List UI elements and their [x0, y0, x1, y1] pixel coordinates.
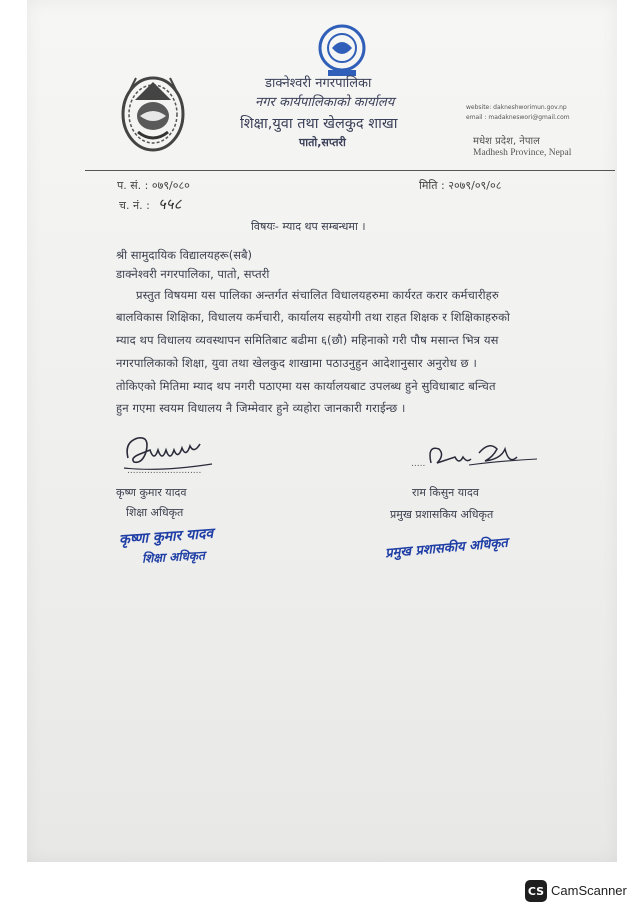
right-stamp-title: प्रमुख प्रशासकीय अधिकृत [384, 535, 509, 562]
province-np: मधेश प्रदेश, नेपाल [473, 136, 540, 147]
camscanner-logo-icon: CS [525, 880, 547, 902]
header-divider [85, 170, 615, 171]
province-en: Madhesh Province, Nepal [473, 148, 572, 158]
left-signatory-name: कृष्ण कुमार यादव [116, 486, 187, 499]
body-line-3: म्याद थप विधालय व्यवस्थापन समितिबाट बढीमा ६(छौ) महिनाको गरी पौष मसान्त भित्र यस [116, 333, 499, 347]
recipient-line-2: डाक्नेश्वरी नगरपालिका, पातो, सप्तरी [116, 267, 270, 281]
email: email : madakneswori@gmail.com [466, 114, 570, 121]
dispatch-number-value: ५५८ [158, 195, 182, 213]
municipality-name: डाक्नेश्वरी नगरपालिका [265, 76, 372, 91]
recipient-line-1: श्री सामुदायिक विद्यालयहरू(सबै) [116, 248, 253, 262]
letter-page [27, 0, 617, 862]
left-signatory-title: शिक्षा अधिकृत [126, 506, 184, 519]
office-name: नगर कार्यपालिकाको कार्यालय [255, 95, 395, 110]
office-address: पातो,सप्तरी [299, 136, 346, 149]
ref-number: प. सं. : ०७९/०८० [117, 179, 190, 192]
left-sign-dots: .......................... [127, 466, 202, 476]
right-sign-dots: ..... [411, 459, 426, 469]
body-line-5: तोकिएको मितिमा म्याद थप नगरी पठाएमा यस कार्यालयबाट उपलब्ध हुने सुविधाबाट बन्चित [116, 379, 496, 393]
body-line-2: बालविकास शिक्षिका, विधालय कर्मचारी, कार्यालय सहयोगी तथा राहत शिक्षक र शिक्षिकाहरुको [116, 310, 510, 324]
right-signatory-title: प्रमुख प्रशासकिय अधिकृत [390, 508, 494, 521]
dispatch-number-label: च. नं. : [119, 199, 150, 212]
body-line-6: हुन गएमा स्वयम विधालय नै जिम्मेवार हुने व्यहोरा जानकारी गराईन्छ । [116, 401, 406, 415]
right-signature-icon [409, 435, 539, 475]
body-line-4: नगरपालिकाको शिक्षा, युवा तथा खेलकुद शाखामा पठाउनुहुन आदेशानुसार अनुरोध छ । [116, 356, 477, 370]
right-signatory-name: राम किसुन यादव [412, 486, 479, 499]
left-stamp-title: शिक्षा अधिकृत [141, 548, 206, 566]
camscanner-label: CamScanner [551, 883, 627, 898]
subject-line: विषयः- म्याद थप सम्बन्धमा । [251, 220, 366, 233]
left-stamp-name: कृष्णा कुमार यादव [118, 525, 214, 549]
nepal-emblem-icon [120, 70, 186, 154]
body-line-1: प्रस्तुत विषयमा यस पालिका अन्तर्गत संचालित विधालयहरुमा कार्यरत करार कर्मचारीहरु [136, 288, 499, 302]
letter-date: मिति : २०७९/०९/०८ [419, 179, 502, 192]
website: website: dakneshworimun.gov.np [466, 104, 567, 111]
section-name: शिक्षा,युवा तथा खेलकुद शाखा [240, 116, 398, 132]
